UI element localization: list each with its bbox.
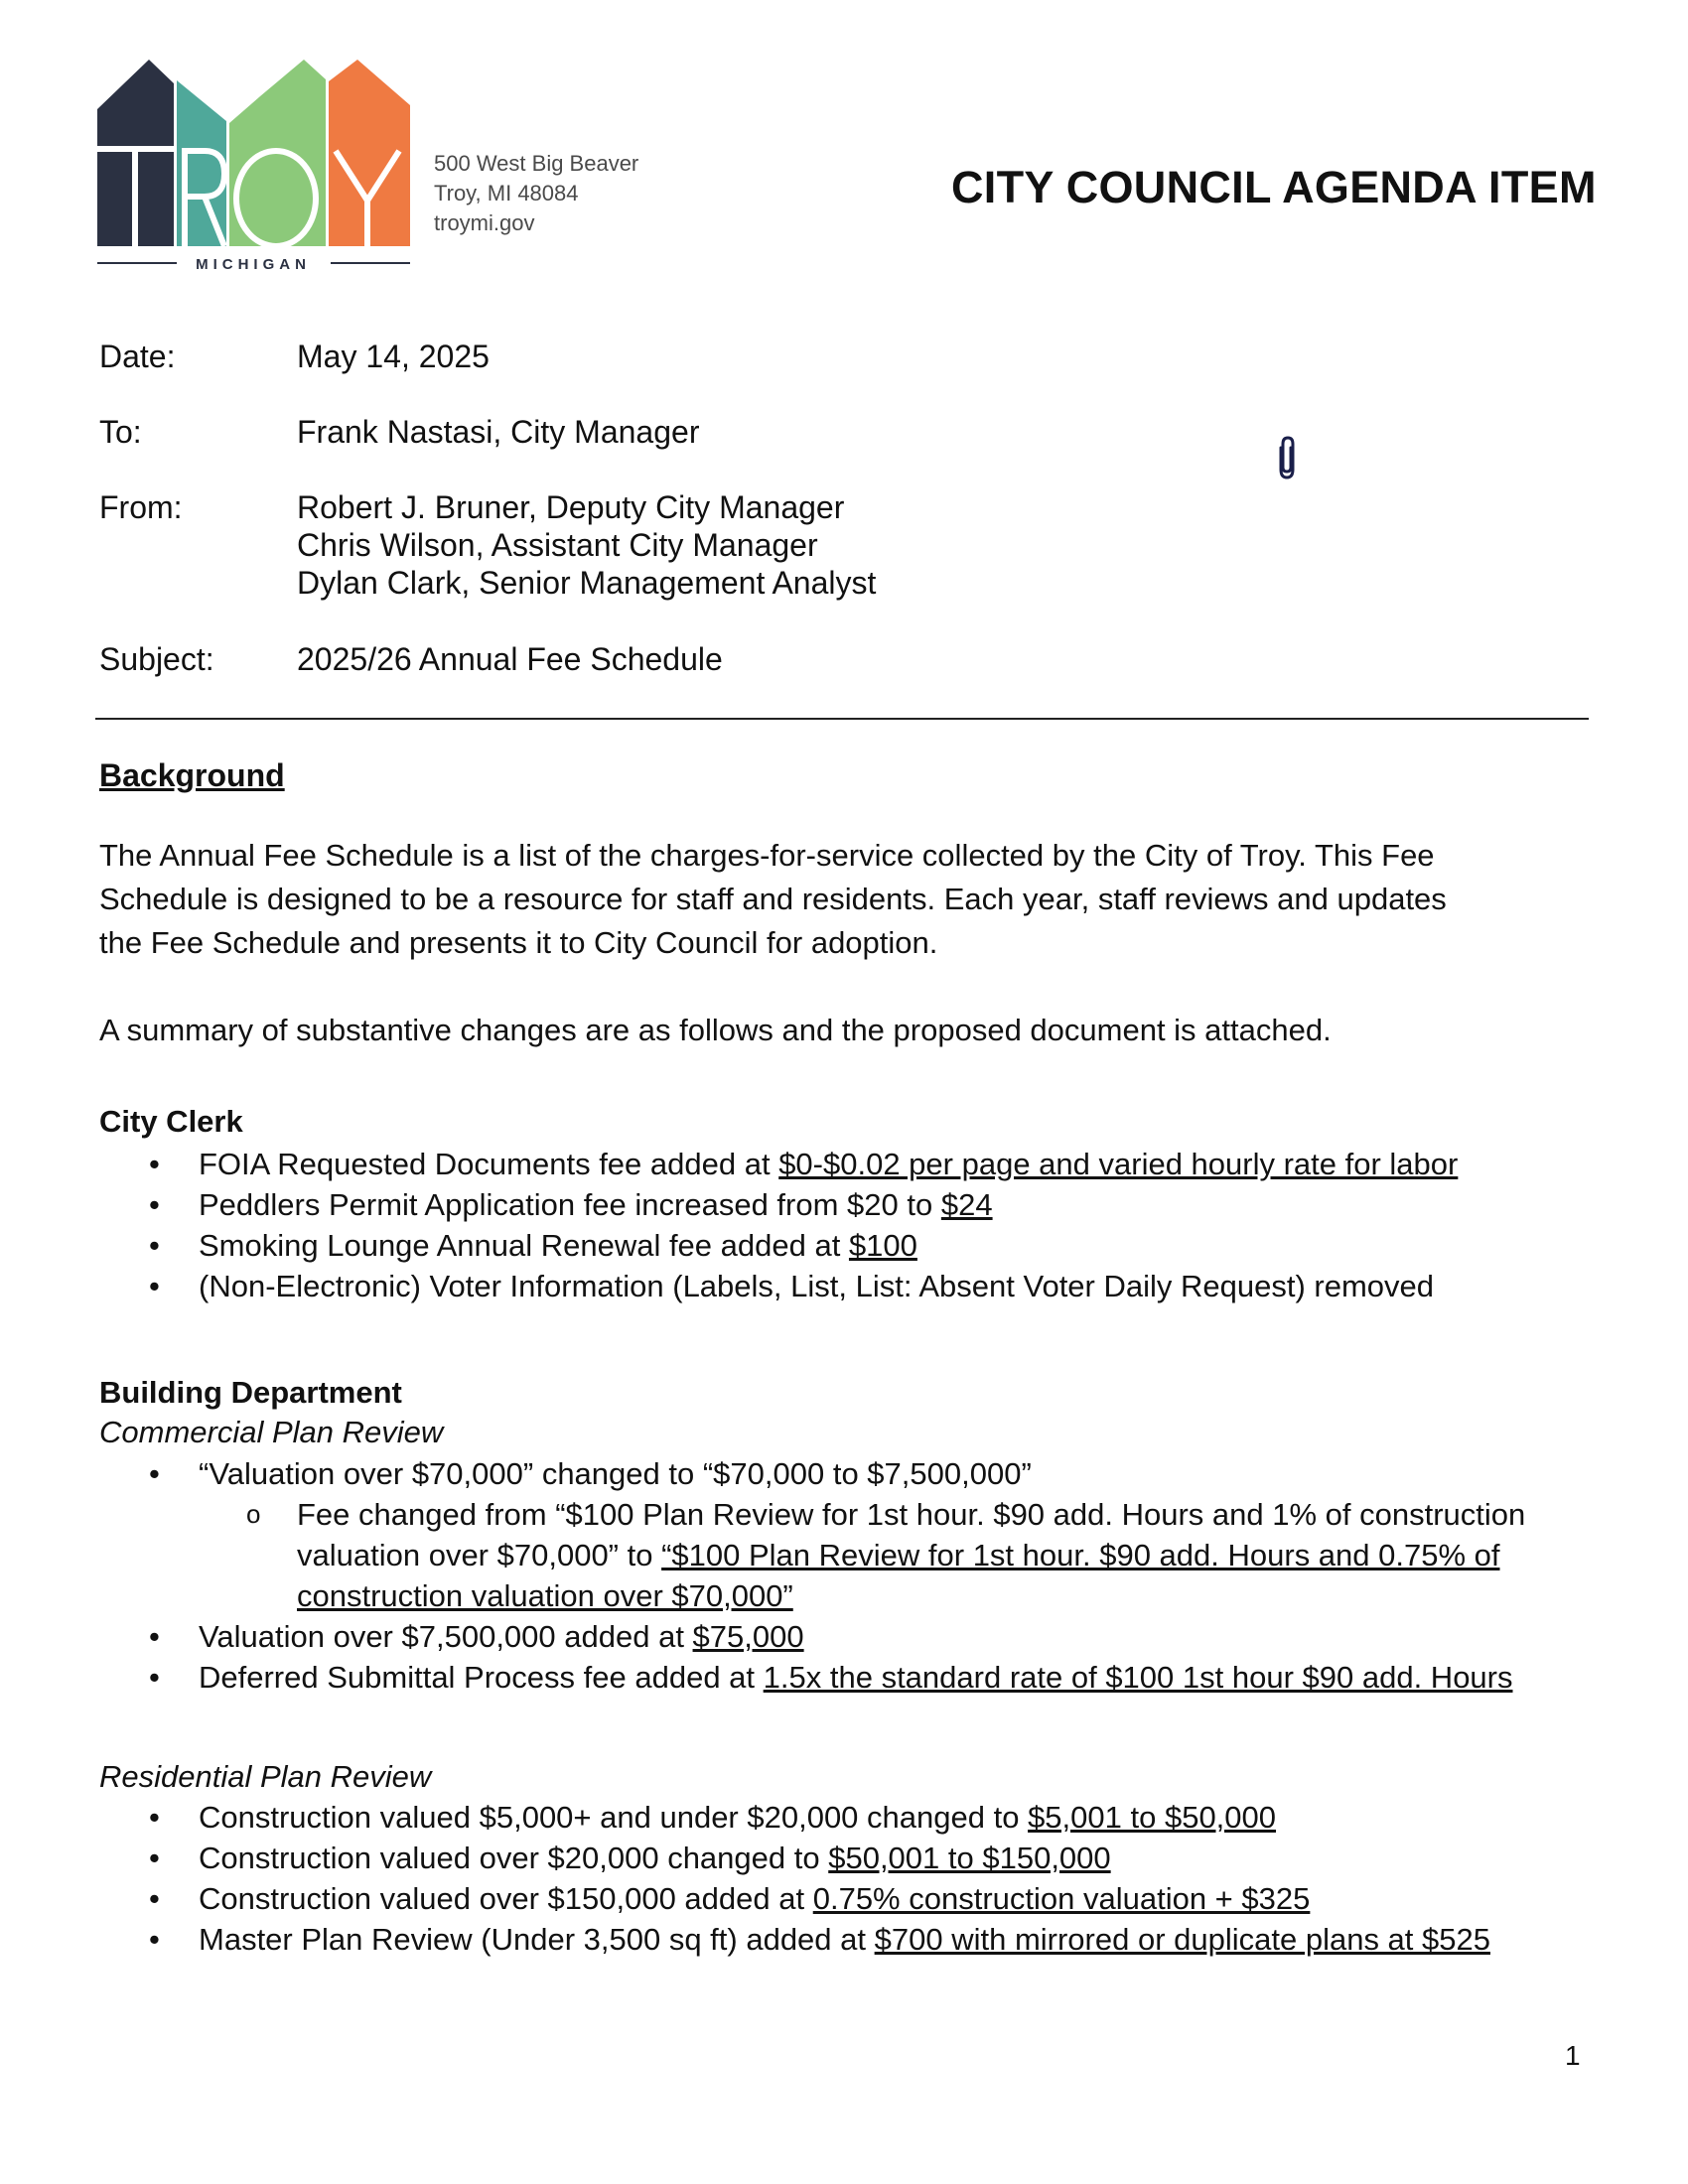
to-value: Frank Nastasi, City Manager bbox=[297, 414, 700, 450]
subject-label: Subject: bbox=[99, 641, 214, 677]
intro-line: the Fee Schedule and presents it to City Council for adoption. bbox=[99, 925, 938, 960]
troy-logo bbox=[97, 60, 410, 273]
building-heading: Building Department bbox=[99, 1375, 402, 1410]
residential-list bbox=[0, 1797, 1490, 1960]
list-item: • “Valuation over $70,000” changed to “$70,000 to $7,500,000” bbox=[149, 1456, 1032, 1491]
list-item: • (Non-Electronic) Voter Information (Labels, List, List: Absent Voter Daily Request) removed bbox=[149, 1269, 1435, 1303]
list-item: • Construction valued over $150,000 added at 0.75% construction valuation + $325 bbox=[149, 1881, 1311, 1916]
list-item: • Construction valued over $20,000 changed to $50,001 to $150,000 bbox=[149, 1841, 1111, 1875]
from-value-2: Chris Wilson, Assistant City Manager bbox=[297, 527, 818, 563]
paperclip-icon[interactable] bbox=[1272, 434, 1302, 483]
commercial-list bbox=[0, 1453, 1589, 1698]
list-item: • Valuation over $7,500,000 added at $75,000 bbox=[149, 1619, 804, 1654]
page-number: 1 bbox=[1565, 2040, 1581, 2071]
list-item: • Deferred Submittal Process fee added at 1.5x the standard rate of $100 1st hour $90 add. Hours bbox=[149, 1660, 1513, 1695]
sub-list-item: o Fee changed from “$100 Plan Review for 1st hour. $90 add. Hours and 1% of construction valuation over $70,000” to “$100 Plan Review for 1st hour. $90 add. Hours and 0.75% of construction valuation over $70,000” bbox=[246, 1497, 1526, 1613]
intro-line: Schedule is designed to be a resource for staff and residents. Each year, staff reviews and updates bbox=[99, 882, 1447, 916]
logo-state-text: MICHIGAN bbox=[196, 256, 311, 273]
city-address bbox=[434, 149, 638, 238]
residential-heading: Residential Plan Review bbox=[99, 1759, 432, 1794]
address-website: troymi.gov bbox=[434, 210, 535, 235]
header-divider bbox=[95, 718, 1589, 720]
from-label: From: bbox=[99, 489, 183, 525]
city-clerk-heading: City Clerk bbox=[99, 1104, 243, 1139]
address-street: 500 West Big Beaver bbox=[434, 151, 639, 176]
date-label: Date: bbox=[99, 339, 176, 374]
from-value-1: Robert J. Bruner, Deputy City Manager bbox=[297, 489, 845, 525]
from-value-3: Dylan Clark, Senior Management Analyst bbox=[297, 565, 877, 601]
commercial-heading: Commercial Plan Review bbox=[99, 1415, 444, 1449]
date-value: May 14, 2025 bbox=[297, 339, 490, 374]
intro-line: The Annual Fee Schedule is a list of the charges-for-service collected by the City of Troy. This Fee bbox=[99, 838, 1435, 873]
address-city: Troy, MI 48084 bbox=[434, 181, 579, 205]
list-item: • Master Plan Review (Under 3,500 sq ft) added at $700 with mirrored or duplicate plans at $525 bbox=[149, 1922, 1490, 1957]
intro-paragraph bbox=[99, 834, 1599, 965]
list-item: • Construction valued $5,000+ and under $20,000 changed to $5,001 to $50,000 bbox=[149, 1800, 1277, 1835]
summary-paragraph: A summary of substantive changes are as follows and the proposed document is attached. bbox=[99, 1013, 1332, 1047]
list-item: • Peddlers Permit Application fee increased from $20 to $24 bbox=[149, 1187, 993, 1222]
document-title: CITY COUNCIL AGENDA ITEM bbox=[951, 162, 1597, 212]
list-item: • FOIA Requested Documents fee added at $0-$0.02 per page and varied hourly rate for labor bbox=[149, 1147, 1459, 1181]
city-clerk-list bbox=[0, 1144, 1458, 1306]
to-label: To: bbox=[99, 414, 142, 450]
subject-value: 2025/26 Annual Fee Schedule bbox=[297, 641, 723, 677]
background-heading: Background bbox=[99, 757, 285, 793]
list-item: • Smoking Lounge Annual Renewal fee added at $100 bbox=[149, 1228, 917, 1263]
